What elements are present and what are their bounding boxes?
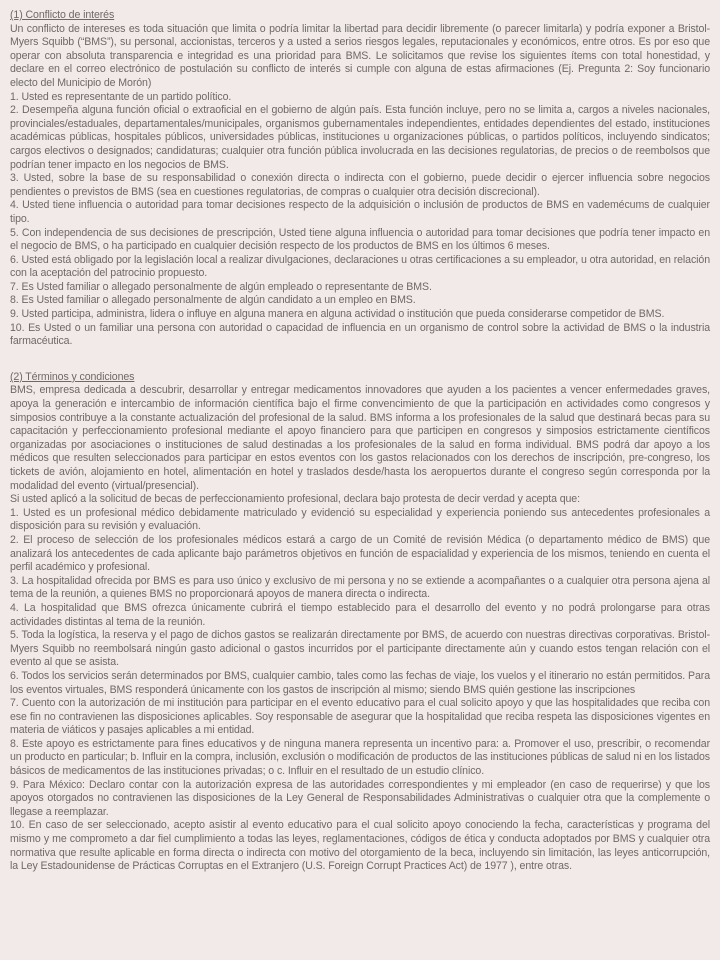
conflict-item: 2. Desempeña alguna función oficial o extraoficial en el gobierno de algún país. Esta función incluye, pero no se limita a, cargos a niveles nacionales, provinciales/estaduales, departamentales/municipales, organismos gubernamentales independientes, entidades dependientes del estado, instituciones académicas públicas, hospitales públicos, universidades públicas, instituciones u organizaciones públicas, o partidos políticos, incluyendo sindicatos; cargos electivos o designados; candidaturas; cualquier otra función pública involucrada en las decisiones regulatorias, de precios o de reembolsos que podrían tener impacto en los negocios de BMS. xyxy=(10,104,710,171)
terms-item: 5. Toda la logística, la reserva y el pago de dichos gastos se realizarán directamente por BMS, de acuerdo con nuestras directivas corporativas. Bristol-Myers Squibb no reembolsará ningún gasto adicional o gastos incurridos por el participante directamente aún y cuando estos tengan relación con el evento al que se asista. xyxy=(10,629,710,669)
terms-item: 8. Este apoyo es estrictamente para fines educativos y de ninguna manera representa un incentivo para: a. Promover el uso, prescribir, o recomendar un producto en particular; b. Influir en la compra, inclusión, exclusión o modificación de productos de las instituciones públicas de salud ni en los listados básicos de medicamentos de las instituciones privadas; o c. Influir en el resultado de un estudio clínico. xyxy=(10,737,710,778)
conflict-item: 10. Es Usted o un familiar una persona con autoridad o capacidad de influencia en un organismo de control sobre la actividad de BMS o la industria farmacéutica. xyxy=(10,321,710,348)
section-intro: Un conflicto de intereses es toda situación que limita o podría limitar la libertad para decidir libremente (o parecer limitarla) y podría exponer a Bristol-Myers Squibb (“BMS”), su personal, accionistas, terceros y a usted a serios riesgos legales, reputacionales y económicos, entre otros. Es por eso que operar con absoluta transparencia e integridad es una prioridad para BMS. Le solicitamos que revise los siguientes ítems con total honestidad, y declare en el correo electrónico de postulación su conflicto de interés si cumple con alguna de estas afirmaciones (Ej. Pregunta 2: Soy funcionario electo del Municipio de Morón) xyxy=(10,22,710,89)
section-conflict-of-interest xyxy=(10,9,710,349)
conflict-item: 1. Usted es representante de un partido político. xyxy=(10,90,232,103)
conflict-item: 7. Es Usted familiar o allegado personalmente de algún empleado o representante de BMS. xyxy=(10,280,432,293)
terms-item: 10. En caso de ser seleccionado, acepto asistir al evento educativo para el cual solicito apoyo conociendo la fecha, características y programa del mismo y me comprometo a dar fiel cumplimiento a todas las leyes, reglamentaciones, códigos de ética y conducta adoptados por BMS y cualquier otra normativa que resulte aplicable en forma directa o indirecta con motivo del otorgamiento de la beca, incluyendo sin limitación, las leyes anticorrupción, la Ley Estadounidense de Prácticas Corruptas en el Extranjero (U.S. Foreign Corrupt Practices Act) de 1977 ), entre otras. xyxy=(10,819,710,873)
declaration-note: Si usted aplicó a la solicitud de becas de perfeccionamiento profesional, declara bajo protesta de decir verdad y acepta que: xyxy=(10,493,580,506)
conflict-item: 8. Es Usted familiar o allegado personalmente de algún candidato a un empleo en BMS. xyxy=(10,294,416,307)
terms-item: 9. Para México: Declaro contar con la autorización expresa de las autoridades correspondientes y mi empleador (en caso de requerirse) y que los apoyos otorgados no contravienen las disposiciones de la Ley General de Responsabilidades Administrativas o cualquier otra que la complemente o llegase a reemplazar. xyxy=(10,778,710,818)
conflict-item: 5. Con independencia de sus decisiones de prescripción, Usted tiene alguna influencia o autoridad para tomar decisiones que podría tener impacto en el negocio de BMS, o ha participado en cualquier decisión respecto de los productos de BMS en los últimos 6 meses. xyxy=(10,226,710,253)
conflict-item: 3. Usted, sobre la base de su responsabilidad o conexión directa o indirecta con el gobierno, puede decidir o ejercer influencia sobre negocios pendientes o previstos de BMS (sea en cuestiones regulatorias, de compras o cualquier otra decisión discrecional). xyxy=(10,172,710,198)
terms-item: 3. La hospitalidad ofrecida por BMS es para uso único y exclusivo de mi persona y no se extiende a acompañantes o a cualquier otra persona ajena al tema de la reunión, a quienes BMS no proporcionará apoyos de manera directa o indirecta. xyxy=(10,574,710,601)
terms-item: 7. Cuento con la autorización de mi institución para participar en el evento educativo para el cual solicito apoyo y que las hospitalidades que reciba con ese fin no contravienen las disposiciones aplicables. Soy responsable de asegurar que la hospitalidad que reciba respeta las disposiciones vigentes en materia de viáticos y pasajes aplicables a mi entidad. xyxy=(10,697,710,737)
terms-item: 4. La hospitalidad que BMS ofrezca únicamente cubrirá el tiempo establecido para el desarrollo del evento y no podrá prolongarse para otras actividades distintas al tema de la reunión. xyxy=(10,601,710,628)
section-heading: (2) Términos y condiciones xyxy=(10,370,135,383)
terms-item: 6. Todos los servicios serán determinados por BMS, cualquier cambio, tales como las fechas de viaje, los vuelos y el itinerario no están permitidos. Para los eventos virtuales, BMS responderá únicamente con los gastos de inscripción al mismo; siendo BMS quién gestione las inscripciones xyxy=(10,669,710,696)
section-heading: (1) Conflicto de interés xyxy=(10,9,115,21)
conflict-item: 4. Usted tiene influencia o autoridad para tomar decisiones respecto de la adquisición o inclusión de productos de BMS en vademécums de cualquier tipo. xyxy=(10,199,710,225)
conflict-item: 6. Usted está obligado por la legislación local a realizar divulgaciones, declaraciones u otras certificaciones a su empleador, u otra autoridad, en relación con la aceptación del patrocinio propuesto. xyxy=(10,253,710,280)
terms-item: 2. El proceso de selección de los profesionales médicos estará a cargo de un Comité de revisión Médica (o departamento médico de BMS) que analizará los antecedentes de cada aplicante bajo parámetros objetivos en función de espacialidad y experiencia de los mismos, teniendo en cuenta el perfil académico y profesional. xyxy=(10,533,710,574)
section-intro: BMS, empresa dedicada a descubrir, desarrollar y entregar medicamentos innovadores que ayuden a los pacientes a vencer enfermedades graves, apoya la generación e intercambio de información científica bajo el firme convencimiento de que la participación en actividades como congresos y simposios contribuye a la constante actualización del profesional de la salud. BMS informa a los profesionales de la salud que destinará becas para su capacitación y perfeccionamiento profesional mediante el apoyo financiero para que participen en congresos y simposios estrictamente científicos organizadas por asociaciones o instituciones de salud destinadas a los profesionales de la salud en forma individual. BMS podrá dar apoyo a los médicos que resulten seleccionados para participar en estos eventos con los gastos relacionados con los derechos de inscripción, pre-congreso, los tickets de avión, alojamiento en hotel, alimentación en hotel y traslados desde/hasta los aeropuertos durante el congreso según corresponda por la modalidad del evento (virtual/presencial). xyxy=(10,384,710,492)
conflict-item: 9. Usted participa, administra, lidera o influye en alguna manera en alguna actividad o institución que pueda considerarse competidor de BMS. xyxy=(10,308,665,321)
section-terms-and-conditions xyxy=(10,371,710,874)
terms-item: 1. Usted es un profesional médico debidamente matriculado y evidenció su especialidad y experiencia poniendo sus antecedentes profesionales a disposición para su revisión y evaluación. xyxy=(10,506,710,533)
